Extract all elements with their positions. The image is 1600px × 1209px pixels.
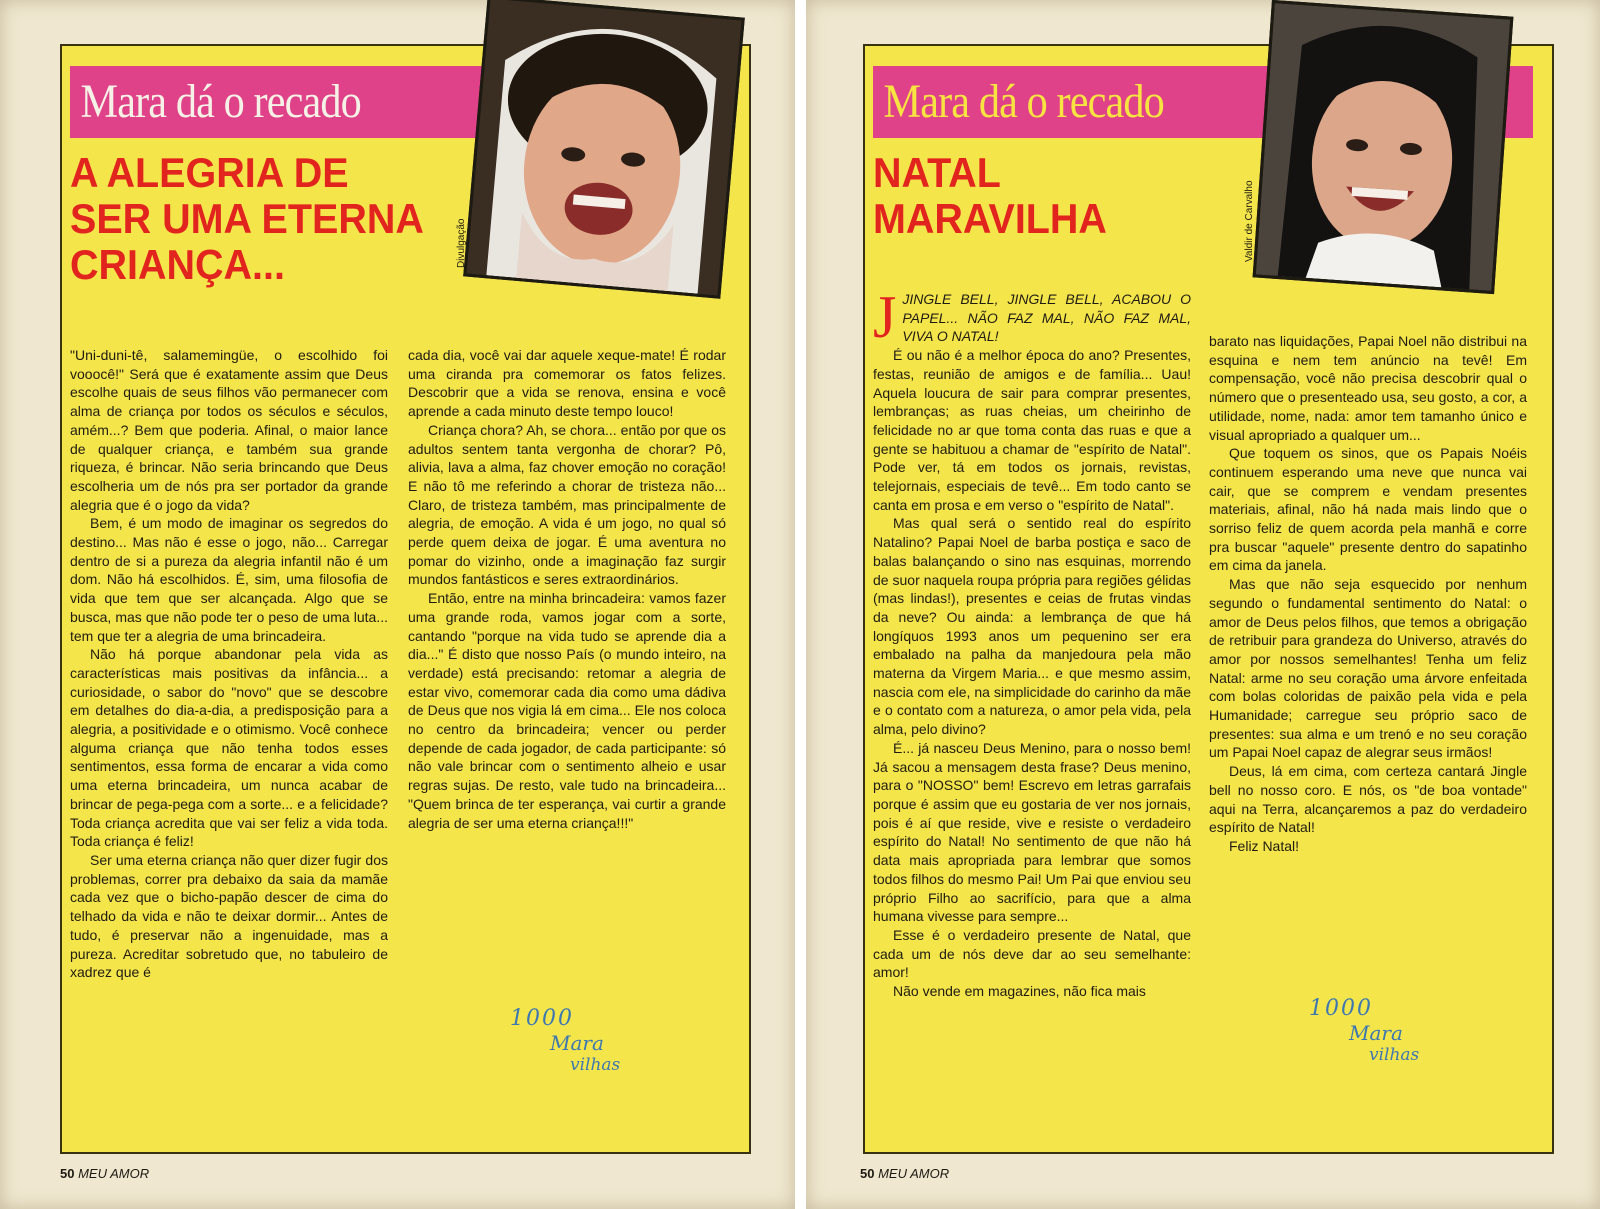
paragraph: Criança chora? Ah, se chora... então por que os adultos sentem tanta vergonha de chorar? Pô, alivia, lava a alma, faz chover emoção no coração! E não tô me referindo a chorar de tristeza não... Claro, de tristeza também, mas principalmente de alegria, de emoção. A vida é um jogo, no qual só perde quem deixa de jogar. É uma aventura no pomar do vizinho, onde a imaginação faz surgir mundos fantásticos e seres extraordinários. (408, 421, 726, 588)
article-column-2 (408, 346, 726, 832)
magazine-name: MEU AMOR (78, 1166, 150, 1181)
paragraph: barato nas liquidações, Papai Noel não distribui na esquina e nem tem anúncio na tevê! Em compensação, você não precisa descobrir qual o número que o presenteado usa, seu gosto, a cor, a utilidade, nome, nada: amor tem tamanho único e visual apropriado a qualquer um... (1209, 333, 1527, 443)
handwritten-signature (510, 1006, 620, 1075)
paragraph: Que toquem os sinos, que os Papais Noéis continuem esperando uma neve que nunca vai cair, que se comprem e vendam presentes materiais, afinal, não há nada mais lindo que o sorriso feliz de quem acorda pela manhã e corre pra buscar "aquele" presente dentro do sapatinho em cima da janela. (1209, 445, 1527, 574)
headline-line: CRIANÇA... (70, 241, 285, 288)
page-footer (60, 1166, 149, 1181)
photo-credit: Divulgação (456, 218, 467, 268)
page-number: 50 (860, 1166, 875, 1181)
signature-tail: vilhas (570, 1055, 621, 1075)
signature-name: Mara (550, 1031, 604, 1055)
paragraph: "Uni-duni-tê, salamemingüe, o escolhido foi vooocê!" Será que é exatamente assim que Deus escolhe quais de seus filhos vão permanecer com alma de criança por todos os séculos e séculos, amém...? Bem que poderia. Afinal, o maior lance de qualquer criança, e também sua grande riqueza, é brincar. Não seria brincando que Deus escolheria um de nós pra ser portador da grande alegria que é o jogo da vida? (70, 347, 388, 513)
portrait-illustration (1256, 3, 1510, 291)
article-column-1 (70, 346, 388, 982)
paragraph: Feliz Natal! (1229, 837, 1300, 854)
article-column-1 (873, 284, 1191, 1001)
page-footer (860, 1166, 949, 1181)
portrait-photo (1253, 0, 1514, 294)
paragraph: Mas qual será o sentido real do espírito Natalino? Papai Noel de barba postiça e saco de balas balançando o sino nas esquinas, morrendo de suor naquela roupa própria para regiões gélidas (mas lindas!), presentes e ceias de frutas vindas da neve? Ou ainda: a lembrança de que há longíquos 1993 anos um pequenino ser era embalado na palha da manjedoura pela mão materna da Virgem Maria... e que mesmo assim, nascia com ele, na simplicidade do carinho da mãe e o contato com a natureza, o amor pela vida, pela alma, pelo divino? (873, 515, 1191, 738)
portrait-illustration (466, 0, 741, 295)
paragraph: Mas que não seja esquecido por nenhum segundo o fundamental sentimento do Natal: o amor de Deus pelos filhos, que temos a obrigação de retribuir para grandeza do Universo, através do amor por nossos semelhantes! Tenha um feliz Natal: arme no seu coração uma árvore enfeitada com bolas coloridas de paixão pela vida e pela Humanidade; carregue seu próprio saco de presentes: sua alma e um trenó e no seu coração um Papai Noel capaz de alegrar seus irmãos! (1209, 576, 1527, 761)
article-headline (70, 149, 424, 288)
signature-year: 1000 (1309, 996, 1373, 1021)
drop-cap: J (873, 284, 897, 350)
paragraph: Bem, é um modo de imaginar os segredos do destino... Mas não é esse o jogo, não... Carregar dentro de si a pureza da alegria infantil não é um dom. Não há escolhidos. É, sim, uma filosofia de vida que tem que ser alcançada. Algo que se busca, mas que não pode ter o peso de uma luta... tem que ter a alegria de uma brincadeira. (70, 515, 388, 644)
signature-tail: vilhas (1369, 1045, 1420, 1065)
paragraph: Esse é o verdadeiro presente de Natal, que cada um de nós deve dar ao seu semelhante: amor! (873, 926, 1191, 981)
handwritten-signature (1309, 996, 1419, 1065)
signature-year: 1000 (510, 1006, 574, 1031)
article-column-2 (1209, 332, 1527, 856)
paragraph: Ser uma eterna criança não quer dizer fugir dos problemas, correr pra debaixo da saia da mamãe cada vez que o bicho-papão descer de cima do telhado da vida e não te deixar dormir... Antes de tudo, é preservar não a ingenuidade, mas a pureza. Acreditar sobretudo que, no tabuleiro de xadrez que é (70, 851, 388, 981)
article-headline (873, 150, 1211, 242)
paragraph (873, 284, 1191, 350)
portrait-photo (463, 0, 745, 299)
section-title: Mara dá o recado (883, 75, 1164, 128)
paragraph: É ou não é a melhor época do ano? Presentes, festas, reunião de amigos e de família... Uau! Aquela loucura de sair para comprar presentes, lembranças; as ruas cheias, um cheirinho de felicidade no ar que toma conta das ruas e que a gente se habituou a chamar de "espírito de Natal". Pode ver, tá em todos os jornais, revistas, telejornais, especiais de tevê... Em todo canto se canta em prosa e em verso o "espírito de Natal". (873, 347, 1191, 513)
headline-line: NATAL (873, 149, 1001, 196)
signature-name: Mara (1349, 1021, 1403, 1045)
headline-line: A ALEGRIA DE (70, 149, 349, 196)
paragraph: Então, entre na minha brincadeira: vamos fazer uma grande roda, vamos jogar com a sorte, cantando "porque na vida tudo se aprende dia a dia..." É disto que nosso País (o mundo inteiro, na verdade) está precisando: retomar a alegria de estar vivo, comemorar cada dia como uma dádiva de Deus que nos vigia lá em cima... Ele nos coloca no centro da brincadeira; vencer ou perder depende de cada jogador, de cada participante: só não vale brincar com o sentimento alheio e usar regras sujas. De resto, vale tudo na brincadeira... "Quem brinca de ter esperança, vai curtir a grande alegria de ser uma eterna criança!!!" (408, 590, 726, 831)
section-title: Mara dá o recado (80, 75, 361, 128)
intro-line: JINGLE BELL, JINGLE BELL, ACABOU O PAPEL... NÃO FAZ MAL, NÃO FAZ MAL, VIVA O NATAL! (902, 291, 1191, 345)
photo-credit: Valdir de Carvalho (1244, 180, 1255, 262)
headline-line: MARAVILHA (873, 195, 1107, 242)
headline-line: SER UMA ETERNA (70, 195, 424, 242)
page-number: 50 (60, 1166, 75, 1181)
paragraph: É... já nasceu Deus Menino, para o nosso bem! Já sacou a mensagem desta frase? Deus menino, para o "NOSSO" bem! Escrevo em letras garrafais porque é assim que eu gostaria de ver nos jornais, pois é aí que reside, vive e resiste o verdadeiro espírito do Natal! No sentimento de que não há data mais apropriada para lembrar que somos todos filhos do mesmo Pai! Um Pai que enviou seu próprio Filho ao sacrifício, para que a alma humana vivesse para sempre... (873, 739, 1191, 925)
paragraph: Deus, lá em cima, com certeza cantará Jingle bell no nosso coro. E nós, os "de boa vontade" aqui na Terra, alcançaremos a paz do verdadeiro espírito de Natal! (1209, 763, 1527, 836)
paragraph: cada dia, você vai dar aquele xeque-mate! É rodar uma ciranda pra comemorar os fatos felizes. Descobrir que a vida se renova, ensina e você aprende a cada minuto deste tempo louco! (408, 347, 726, 420)
paragraph: Não há porque abandonar pela vida as características mais positivas da infância... a curiosidade, o sabor do "novo" que se descobre em detalhes do dia-a-dia, a predisposição para a alegria, a positividade e o otimismo. Você conhece alguma criança que não tenha todos esses sentimentos, essa forma de encarar a vida como uma eterna brincadeira, um nunca acabar de brincar de pega-pega com a sorte... e a felicidade? Toda criança acredita que vai ser feliz a vida toda. Toda criança é feliz! (70, 646, 388, 850)
magazine-name: MEU AMOR (878, 1166, 950, 1181)
paragraph: Não vende em magazines, não fica mais (893, 983, 1146, 1000)
